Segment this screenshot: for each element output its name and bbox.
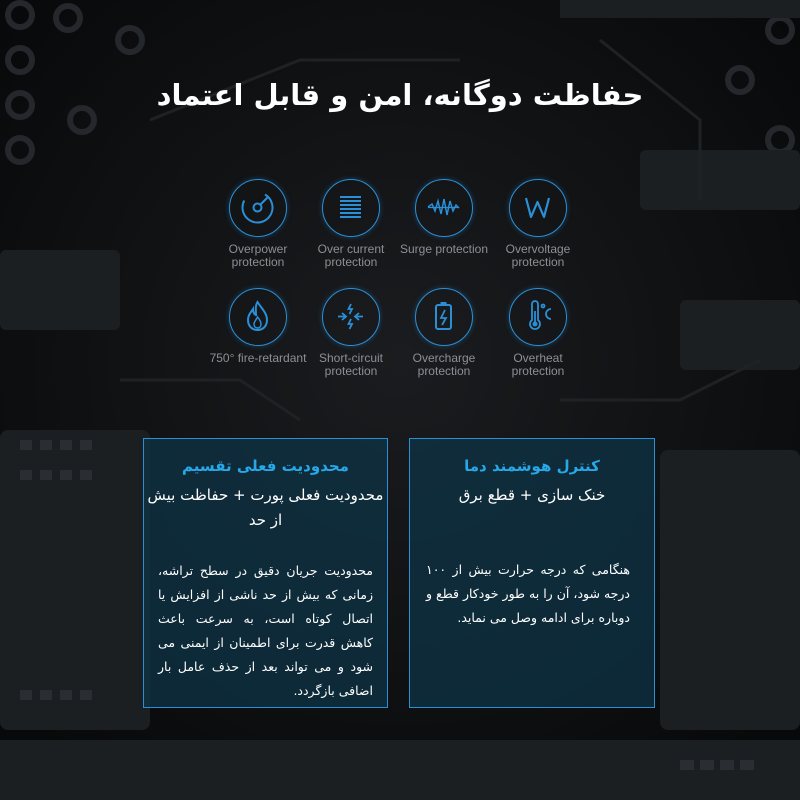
current-limit-panel xyxy=(143,438,388,708)
feature-short-circuit xyxy=(301,288,401,378)
smart-temperature-panel xyxy=(409,438,655,708)
feature-overvoltage xyxy=(488,179,588,269)
overvoltage-icon xyxy=(510,180,565,235)
feature-overpower xyxy=(208,179,308,269)
feature-label: Overvoltage protection xyxy=(505,242,571,269)
feature-label: Over current protection xyxy=(317,242,385,269)
feature-over-current xyxy=(301,179,401,269)
feature-label: Overcharge protection xyxy=(412,351,476,378)
surge-icon xyxy=(416,180,471,235)
overpower-icon xyxy=(230,180,285,235)
panel-title: کنترل هوشمند دما xyxy=(464,457,600,475)
feature-surge xyxy=(394,179,494,256)
panel-subtitle: خنک سازی + قطع برق xyxy=(458,486,606,504)
feature-label: 750° fire-retardant xyxy=(209,351,307,365)
feature-fire-retardant xyxy=(208,288,308,365)
feature-label: Overheat protection xyxy=(511,351,565,378)
short-circuit-icon xyxy=(323,289,378,344)
feature-label: Short-circuit protection xyxy=(318,351,383,378)
over-current-icon xyxy=(323,180,378,235)
flame-icon xyxy=(230,289,285,344)
thermometer-icon xyxy=(510,289,565,344)
feature-label: Surge protection xyxy=(399,242,489,256)
page-title: حفاظت دوگانه، امن و قابل اعتماد xyxy=(156,78,644,112)
feature-overcharge xyxy=(394,288,494,378)
panel-body: محدودیت جریان دقیق در سطح تراشه، زمانی که بیش از حد ناشی از افزایش یا اتصال کوتاه است، به سرعت باعث کاهش قدرت برای اطمینان از ایمنی می شود و می تواند بعد از حذف عامل بار اضافی بازگردد. xyxy=(158,563,373,698)
feature-label: Overpower protection xyxy=(228,242,288,269)
battery-charge-icon xyxy=(416,289,471,344)
panel-title: محدودیت فعلی تقسیم xyxy=(182,457,349,475)
panel-body: هنگامی که درجه حرارت بیش از ۱۰۰ درجه شود، آن را به طور خودکار قطع و دوباره برای ادامه وصل می نماید. xyxy=(426,562,630,625)
panel-subtitle: محدودیت فعلی پورت + حفاظت بیش از حد xyxy=(147,486,384,529)
feature-overheat xyxy=(488,288,588,378)
